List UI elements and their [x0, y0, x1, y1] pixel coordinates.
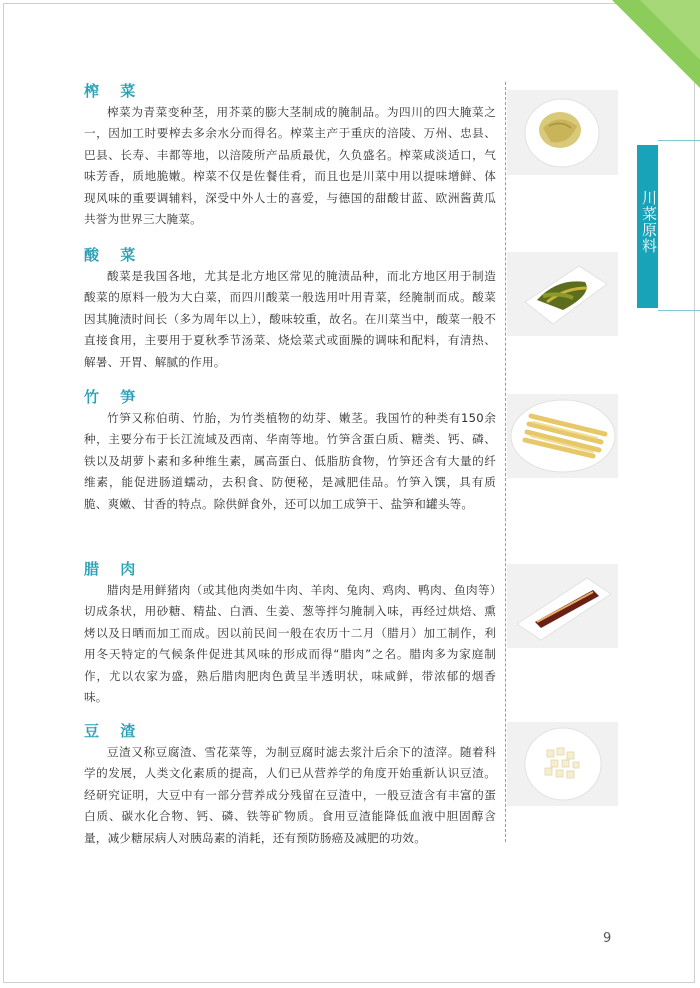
- section-body: 豆渣又称豆腐渣、雪花菜等，为制豆腐时滤去浆汁后余下的渣滓。随着科学的发展，人类文化素质的提高，人们已从营养学的角度开始重新认识豆渣。经研究证明，大豆中有一部分营养成分残留在豆渣中，一般豆渣含有丰富的蛋白质、碳水化合物、钙、磷、铁等矿物质。食用豆渣能降低血液中胆固醇含量，减少糖尿病人对胰岛素的消耗，还有预防肠癌及减肥的功效。: [84, 745, 496, 845]
- sour-cabbage-photo: [507, 252, 618, 336]
- section-body: 榨菜为青菜变种茎，用芥菜的膨大茎制成的腌制品。为四川的四大腌菜之一，因加工时要榨去多余水分而得名。榨菜主产于重庆的涪陵、万州、忠县、巴县、长寿、丰都等地，以涪陵所产品质最优，久负盛名。榨菜咸淡适口，气味芳香，质地脆嫩。榨菜不仅是佐餐佳肴，而且也是川菜中用以提味增鲜、体现风味的重要调辅料，深受中外人士的喜爱，与德国的甜酸甘蓝、欧洲酱黄瓜共誉为世界三大腌菜。: [84, 105, 496, 227]
- side-tab-label: 川菜原料: [640, 190, 658, 254]
- corner-decoration-inner: [640, 0, 700, 60]
- section-douzha: [84, 720, 496, 849]
- column-divider: [505, 82, 506, 842]
- section-larou: [84, 558, 496, 720]
- section-body: 竹笋又称伯萌、竹胎，为竹类植物的幼芽、嫩茎。我国竹的种类有150余种，主要分布于长江流域及西南、华南等地。竹笋含蛋白质、糖类、钙、磷、铁以及胡萝卜素和多种维生素，属高蛋白、低脂肪食物，竹笋还含有大量的纤维素，能促进肠道蠕动，去积食、防便秘，是减肥佳品。竹笋入馔，具有质脆、爽嫩、甘香的特点。除供鲜食外，还可以加工成笋干、盐笋和罐头等。: [84, 411, 496, 511]
- section-body: 腊肉是用鲜猪肉（或其他肉类如牛肉、羊肉、兔肉、鸡肉、鸭肉、鱼肉等）切成条状，用砂糖、精盐、白酒、生姜、葱等拌匀腌制入味，再经过烘焙、熏烤以及日晒而加工而成。因以前民间一般在农历十二月（腊月）加工制作，利用冬天特定的气候条件促进其风味的形成而得“腊肉”之名。腊肉多为家庭制作，尤以农家为盛，熟后腊肉肥肉色黄呈半透明状，味咸鲜，带浓郁的烟香味。: [84, 583, 496, 705]
- section-suancai: [84, 244, 496, 386]
- pickled-mustard-photo: [507, 90, 618, 175]
- side-tab-rule-bottom: [658, 310, 700, 311]
- side-tab-rule-top: [658, 140, 700, 141]
- cured-pork-photo: [507, 564, 618, 648]
- soybean-residue-photo: [507, 722, 618, 806]
- section-zhusun: [84, 386, 496, 558]
- page-number: 9: [603, 931, 612, 946]
- bamboo-shoot-photo: [507, 394, 618, 478]
- section-title: 酸 菜: [84, 246, 144, 264]
- section-title: 腊 肉: [84, 560, 144, 578]
- section-title: 榨 菜: [84, 82, 144, 100]
- section-title: 豆 渣: [84, 722, 144, 740]
- section-zhacai: [84, 80, 496, 244]
- section-body: 酸菜是我国各地，尤其是北方地区常见的腌渍品种，而北方地区用于制造酸菜的原料一般为大白菜，而四川酸菜一般选用叶用青菜，经腌制而成。酸菜因其腌渍时间长（多为周年以上），酸味较重，故名。在川菜当中，酸菜一般不直接食用，主要用于夏秋季节汤菜、烧烩菜式或面臊的调味和配料，有清热、解暑、开胃、解腻的作用。: [84, 269, 496, 369]
- main-content: [84, 80, 496, 849]
- section-title: 竹 笋: [84, 388, 144, 406]
